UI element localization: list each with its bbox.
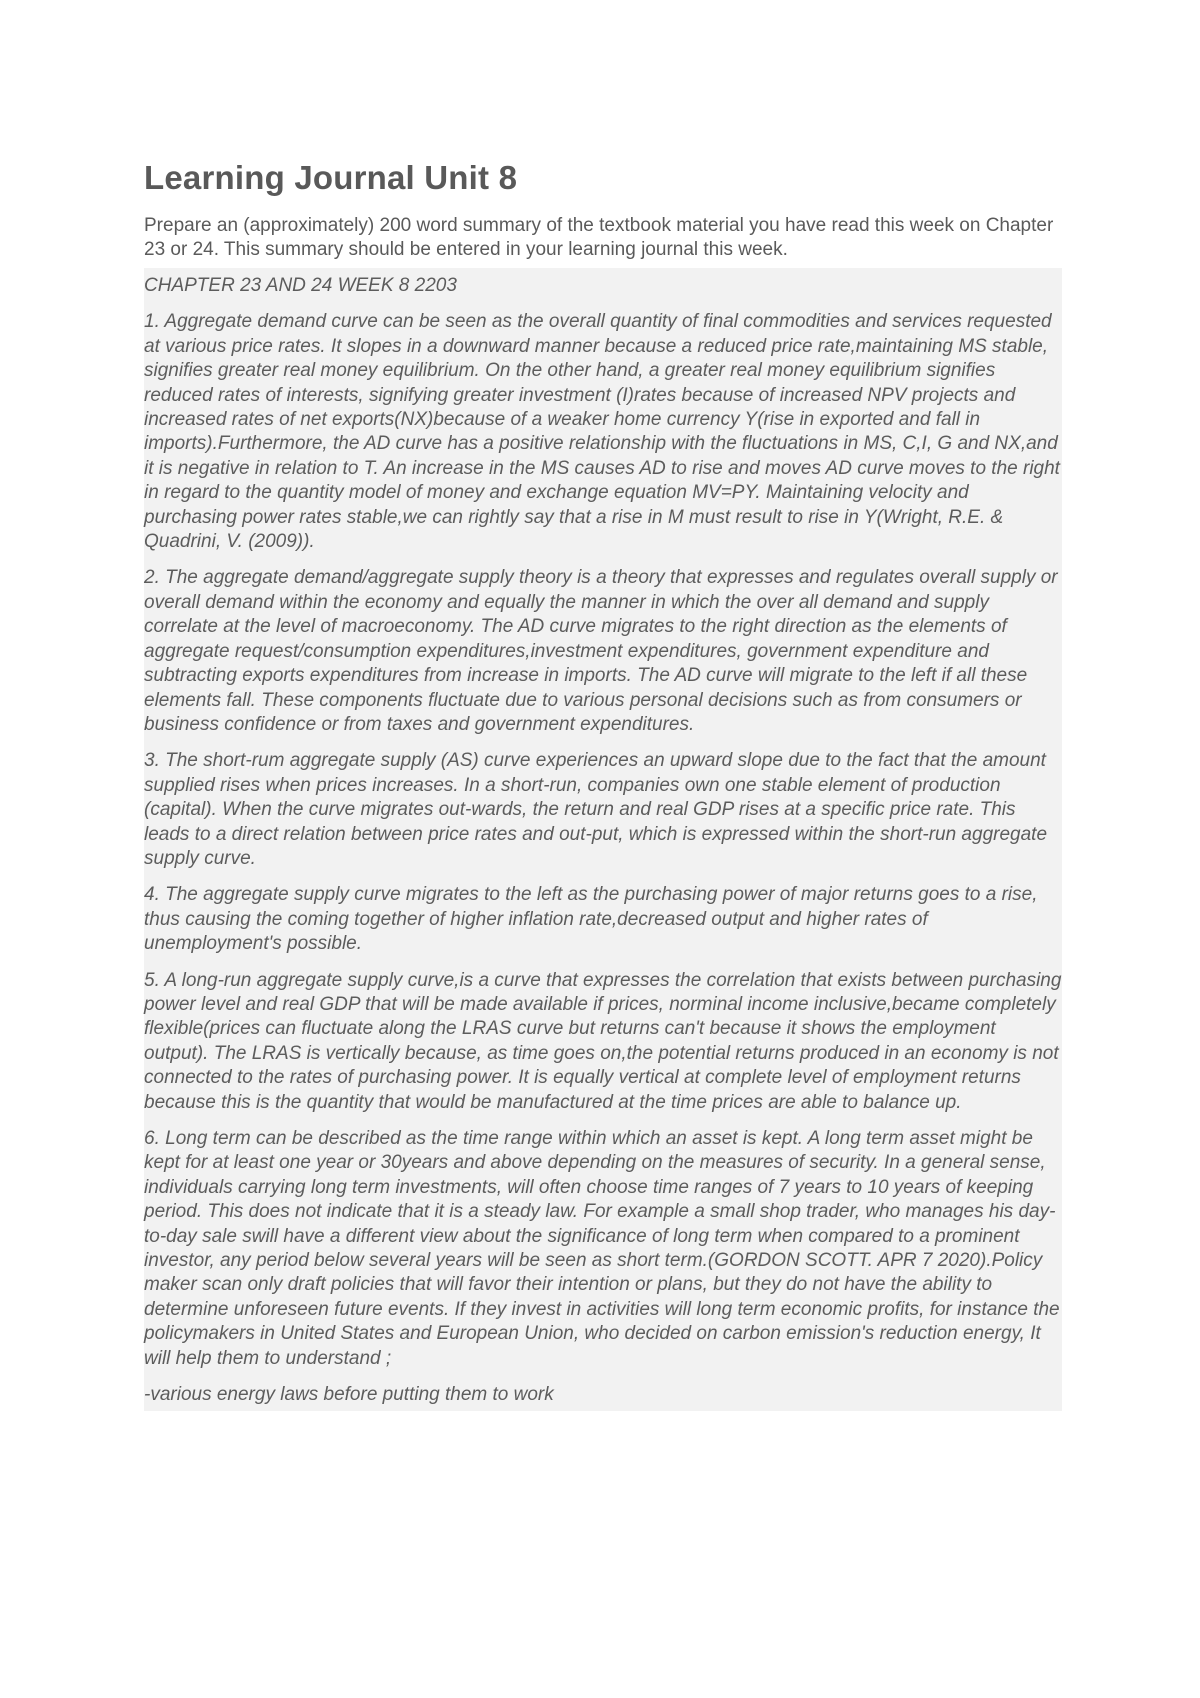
journal-entry bbox=[144, 268, 1062, 1411]
assignment-prompt: Prepare an (approximately) 200 word summary of the textbook material you have read this week on Chapter 23 or 24. This summary should be entered in your learning journal this week. bbox=[144, 215, 1054, 260]
journal-paragraph-5: 5. A long-run aggregate supply curve,is a curve that expresses the correlation that exists between purchasing power level and real GDP that will be made available if prices, norminal income inclusive,became completely flexible(prices can fluctuate along the LRAS curve but returns can't because it shows the employment output). The LRAS is vertically because, as time goes on,the potential returns produced in an economy is not connected to the rates of purchasing power. It is equally vertical at complete level of employment returns because this is the quantity that would be manufactured at the time prices are able to balance up. bbox=[144, 969, 1062, 1113]
journal-paragraph-3: 3. The short-rum aggregate supply (AS) curve experiences an upward slope due to the fact that the amount supplied rises when prices increases. In a short-run, companies own one stable element of production (capital). When the curve migrates out-wards, the return and real GDP rises at a specific price rate. This leads to a direct relation between price rates and out-put, which is expressed within the short-run aggregate supply curve. bbox=[144, 750, 1048, 869]
page-title: Learning Journal Unit 8 bbox=[144, 159, 518, 196]
journal-paragraph-2: 2. The aggregate demand/aggregate supply theory is a theory that expresses and regulates overall supply or overall demand within the economy and equally the manner in which the over all demand and supply correlate at the level of macroeconomy. The AD curve migrates to the right direction as the elements of aggregate request/consumption expenditures,investment expenditures, government expenditure and subtracting exports expenditures from increase in imports. The AD curve will migrate to the left if all these elements fall. These components fluctuate due to various personal decisions such as from consumers or business confidence or from taxes and government expenditures. bbox=[144, 567, 1058, 735]
journal-paragraph-6: 6. Long term can be described as the time range within which an asset is kept. A long term asset might be kept for at least one year or 30years and above depending on the measures of security. In a general sense, individuals carrying long term investments, will often choose time ranges of 7 years to 10 years of keeping period. This does not indicate that it is a steady law. For example a small shop trader, who manages his day-to-day sale swill have a different view about the significance of long term when compared to a prominent investor, any period below several years will be seen as short term.(GORDON SCOTT. APR 7 2020).Policy maker scan only draft policies that will favor their intention or plans, but they do not have the ability to determine unforeseen future events. If they invest in activities will long term economic profits, for instance the policymakers in United States and European Union, who decided on carbon emission's reduction energy, It will help them to understand ; bbox=[144, 1128, 1060, 1369]
journal-heading: CHAPTER 23 AND 24 WEEK 8 2203 bbox=[144, 275, 457, 296]
journal-bullet: -various energy laws before putting them to work bbox=[144, 1384, 554, 1406]
journal-paragraph-4: 4. The aggregate supply curve migrates to the left as the purchasing power of major returns goes to a rise, thus causing the coming together of higher inflation rate,decreased output and higher rates of unemployment's possible. bbox=[144, 884, 1038, 955]
journal-paragraph-1: 1. Aggregate demand curve can be seen as the overall quantity of final commodities and services requested at various price rates. It slopes in a downward manner because a reduced price rate,maintaining MS stable, signifies greater real money equilibrium. On the other hand, a greater real money equilibrium signifies reduced rates of interests, signifying greater investment (I)rates because of increased NPV projects and increased rates of net exports(NX)because of a weaker home currency Y(rise in exported and fall in imports).Furthermore, the AD curve has a positive relationship with the fluctuations in MS, C,I, G and NX,and it is negative in relation to T. An increase in the MS causes AD to rise and moves AD curve moves to the right in regard to the quantity model of money and exchange equation MV=PY. Maintaining velocity and purchasing power rates stable,we can rightly say that a rise in M must result to rise in Y(Wright, R.E. & Quadrini, V. (2009)). bbox=[144, 311, 1060, 553]
document-page bbox=[144, 158, 1062, 1411]
